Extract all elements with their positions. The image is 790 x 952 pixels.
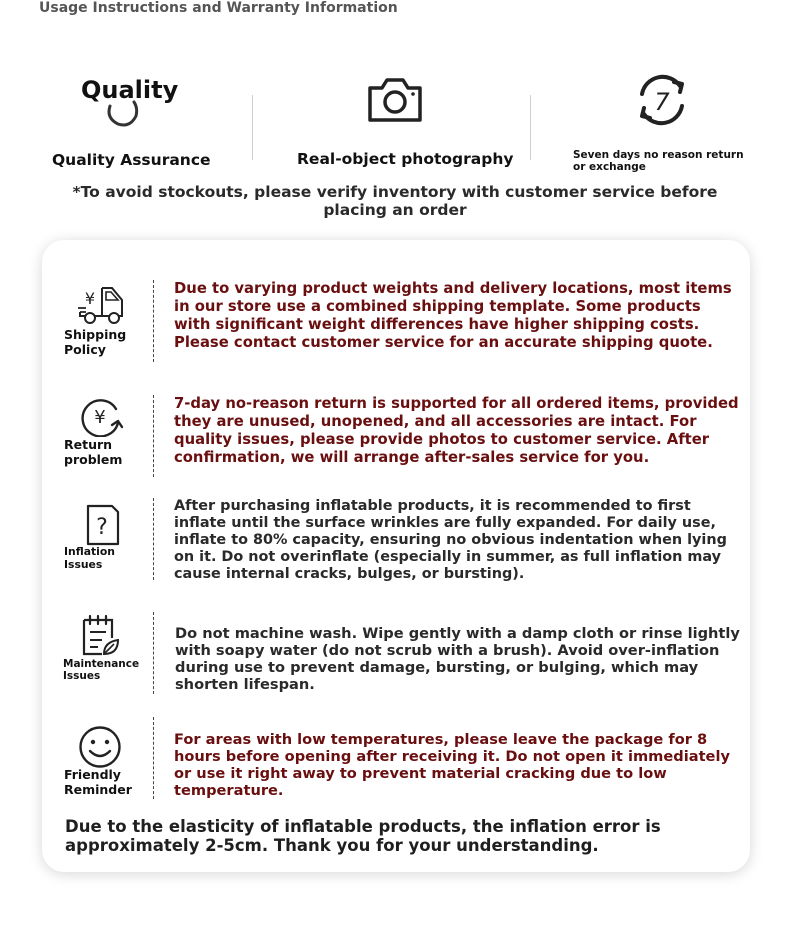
dashed-separator <box>153 612 154 694</box>
return-problem-label: Return problem <box>64 437 123 467</box>
yen-refund-icon <box>80 395 124 441</box>
question-doc-icon <box>84 504 120 550</box>
shipping-policy-row <box>42 280 750 364</box>
friendly-reminder-label: Friendly Reminder <box>64 767 132 797</box>
quality-badge-icon <box>104 96 142 130</box>
shipping-policy-label: Shipping Policy <box>64 327 127 357</box>
real-object-photography-label: Real-object photography <box>297 150 514 168</box>
dashed-separator <box>153 280 154 362</box>
inflation-issues-row <box>42 498 750 582</box>
shipping-truck-icon <box>76 282 126 330</box>
svg-text:7: 7 <box>654 88 670 116</box>
friendly-reminder-row <box>42 717 750 799</box>
inflation-issues-text: After purchasing inflatable products, it is recommended to first inflate until the surface wrinkles are fully expanded. For daily use, inflate to 80% capacity, ensuring no obvious indentation when lying on it. Do not overinflate (especially in summer, as full inflation may cause internal cracks, bulges, or bursting). <box>174 498 727 582</box>
return-problem-row <box>42 395 750 479</box>
smiley-face-icon <box>78 725 122 773</box>
seven-days-return-label: Seven days no reason return or exchange <box>573 149 744 173</box>
feature-divider <box>252 95 253 160</box>
dashed-separator <box>153 717 154 799</box>
shipping-policy-text: Due to varying product weights and delivery locations, most items in our store use a combined shipping template. Some products with significant weight differences have higher shipping costs. Please contact customer service for an accurate shipping quote. <box>174 280 732 351</box>
dashed-separator <box>153 395 154 477</box>
camera-icon <box>366 74 424 124</box>
quality-assurance-label: Quality Assurance <box>52 151 211 169</box>
dashed-separator <box>153 498 154 580</box>
svg-text:¥: ¥ <box>84 289 96 308</box>
svg-text:¥: ¥ <box>94 407 106 428</box>
inflation-issues-label: Inflation Issues <box>64 545 115 571</box>
quality-word: Quality <box>81 76 179 104</box>
page-title: Usage Instructions and Warranty Information <box>39 0 398 16</box>
info-card <box>42 240 750 872</box>
maintenance-issues-label: Maintenance Issues <box>63 658 140 682</box>
inflation-error-note: Due to the elasticity of inflatable products, the inflation error is approximately 2-5cm. Thank you for your understanding. <box>65 817 661 855</box>
seven-day-return-icon <box>634 72 690 128</box>
friendly-reminder-text: For areas with low temperatures, please leave the package for 8 hours before opening after receiving it. Do not open it immediately or use it right away to prevent material cracking due to low temperature. <box>174 731 730 799</box>
return-problem-text: 7-day no-reason return is supported for all ordered items, provided they are unused, unopened, and all accessories are intact. For quality issues, please provide photos to customer service. After confirmation, we will arrange after-sales service for you. <box>174 395 739 466</box>
maintenance-issues-text: Do not machine wash. Wipe gently with a damp cloth or rinse lightly with soapy water (do not scrub with a brush). Avoid over-inflation during use to prevent damage, bursting, or bulging, which may shorten lifespan. <box>175 625 740 693</box>
svg-text:?: ? <box>96 515 108 540</box>
feature-divider <box>530 95 531 160</box>
stock-notice: *To avoid stockouts, please verify inventory with customer service before placing an order <box>72 183 718 219</box>
maintenance-issues-row <box>42 612 750 694</box>
maintenance-notepad-icon <box>80 614 124 662</box>
